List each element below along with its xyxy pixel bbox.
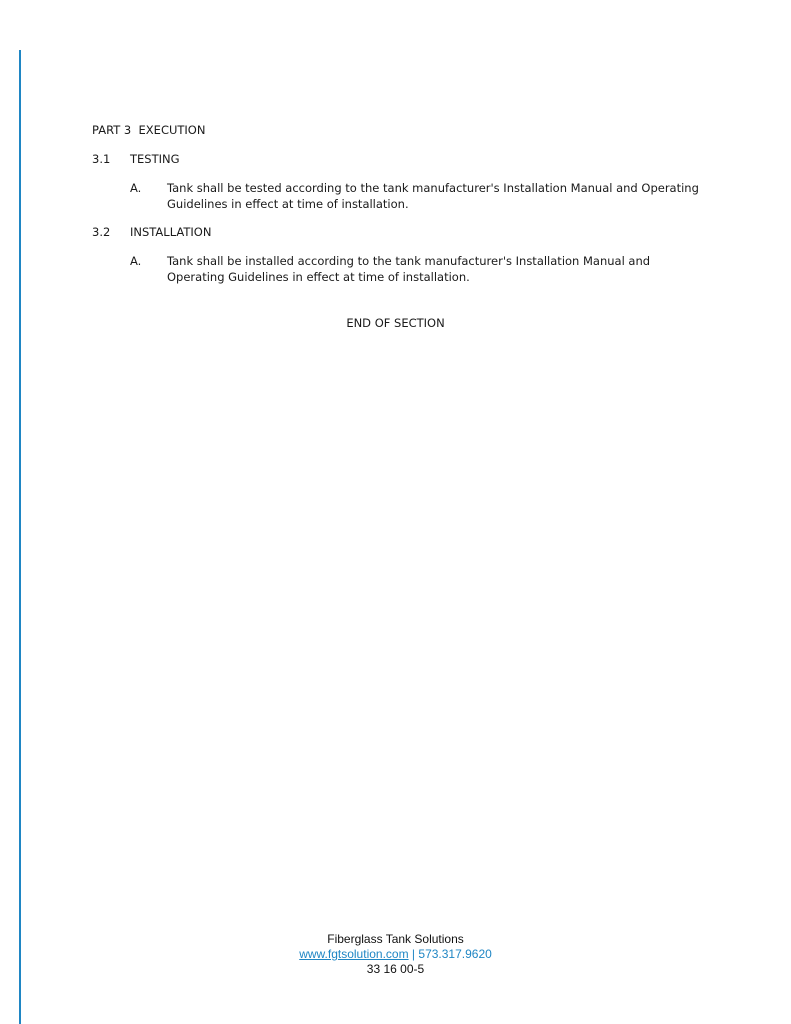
part-label: PART 3 bbox=[92, 123, 132, 137]
item-letter: A. bbox=[130, 181, 142, 195]
margin-rule bbox=[19, 50, 21, 1024]
footer-company: Fiberglass Tank Solutions bbox=[327, 932, 464, 946]
footer-phone: 573.317.9620 bbox=[418, 947, 492, 961]
item-text-testing: Tank shall be tested according to the tank manufacturer's Installation Manual and Operating Guidelines in effect at time of installation. bbox=[167, 181, 699, 211]
footer bbox=[0, 932, 791, 977]
section-title-installation: INSTALLATION bbox=[130, 225, 212, 239]
section-number: 3.1 bbox=[92, 152, 111, 166]
item-letter: A. bbox=[130, 254, 142, 268]
item-text-installation: Tank shall be installed according to the tank manufacturer's Installation Manual and Operating Guidelines in effect at time of installation. bbox=[167, 254, 651, 284]
section-title-testing: TESTING bbox=[130, 152, 180, 166]
part-title: EXECUTION bbox=[138, 123, 206, 137]
website-link[interactable]: www.fgtsolution.com bbox=[299, 947, 409, 961]
part-heading bbox=[92, 122, 205, 138]
section-number: 3.2 bbox=[92, 225, 111, 239]
end-of-section: END OF SECTION bbox=[346, 316, 445, 330]
footer-page-id: 33 16 00-5 bbox=[366, 962, 425, 976]
footer-contact bbox=[0, 947, 791, 962]
footer-separator: | bbox=[408, 947, 419, 961]
